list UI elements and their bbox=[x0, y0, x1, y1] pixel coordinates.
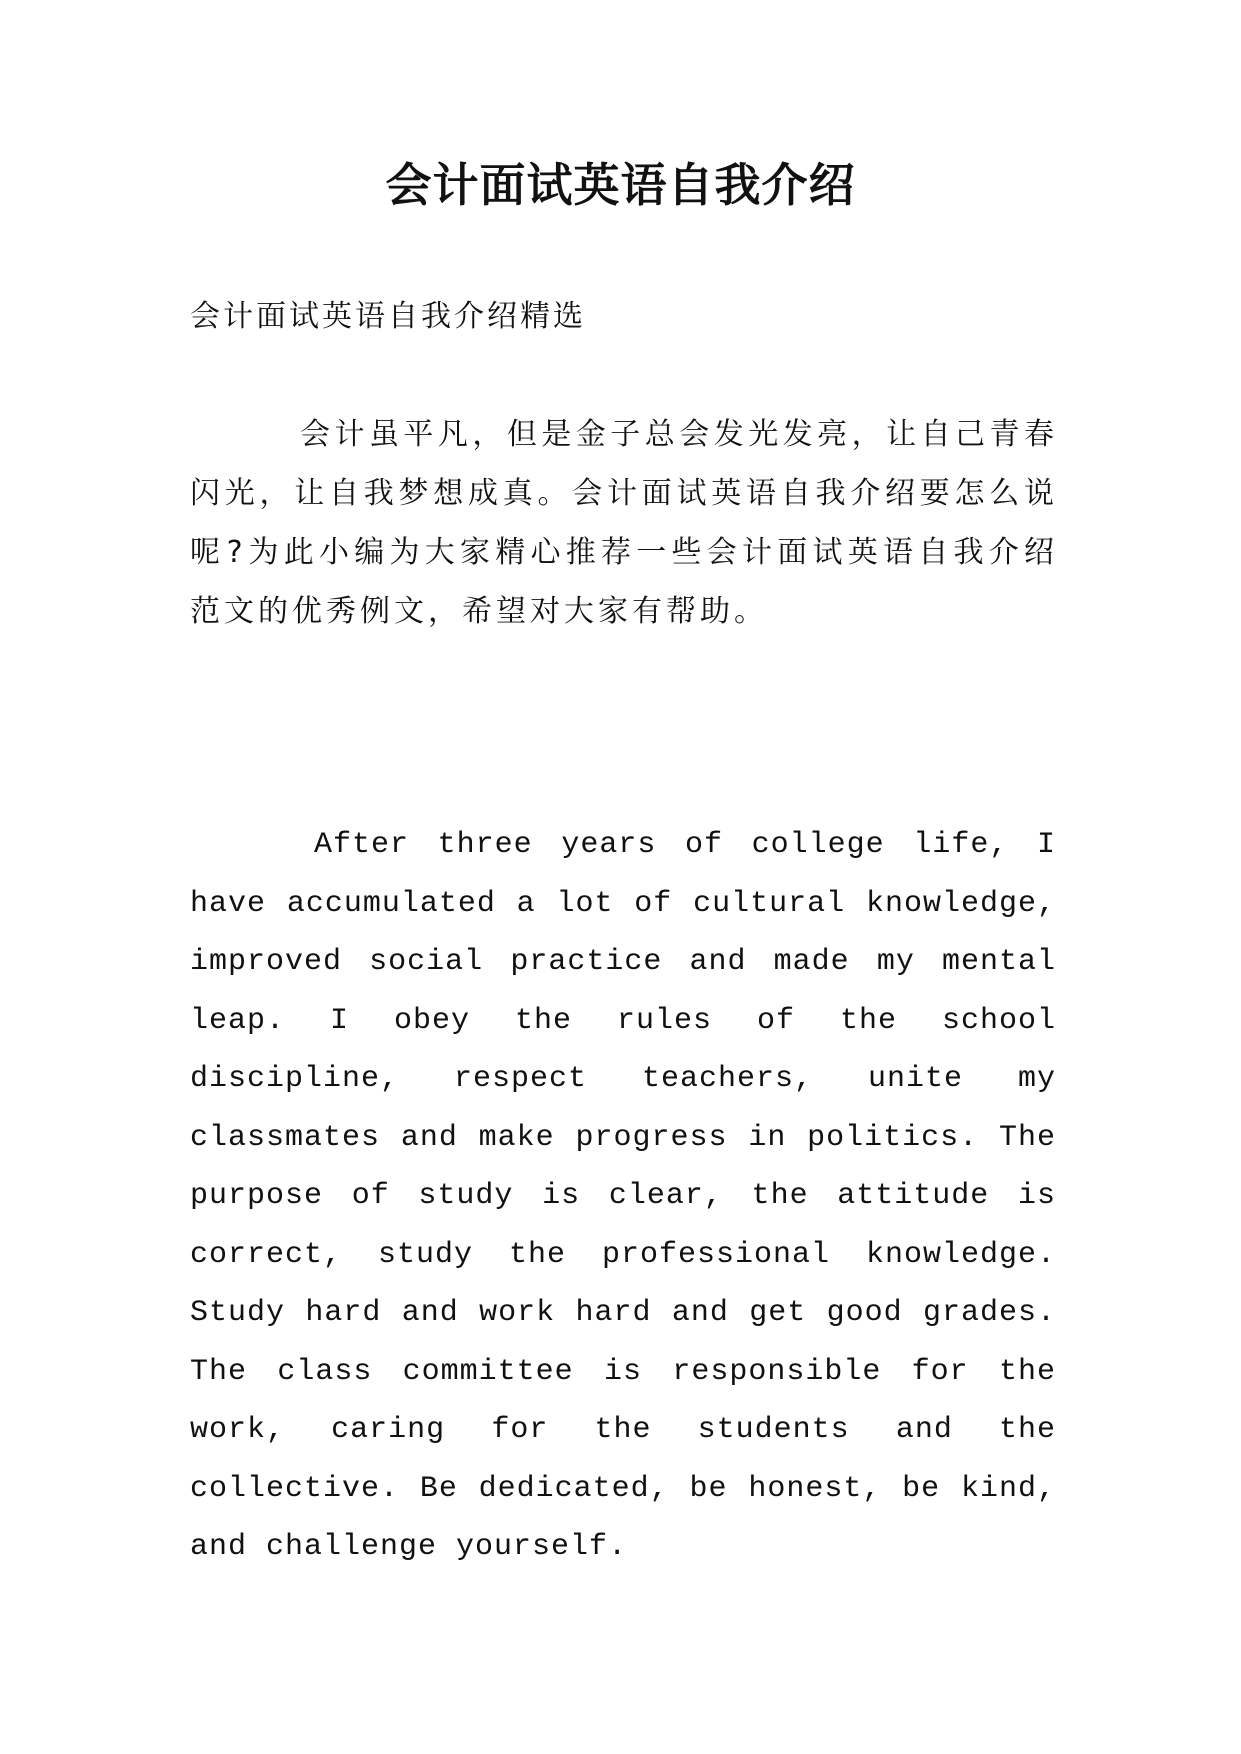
intro-paragraph: 会计虽平凡，但是金子总会发光发亮，让自己青春闪光，让自我梦想成真。会计面试英语自我介绍要怎么说呢?为此小编为大家精心推荐一些会计面试英语自我介绍范文的优秀例文，希望对大家有帮助。 bbox=[190, 417, 1058, 629]
document-title: 会计面试英语自我介绍 bbox=[385, 158, 856, 212]
document-subtitle: 会计面试英语自我介绍精选 bbox=[190, 299, 586, 334]
english-paragraph: After three years of college life, I have accumulated a lot of cultural knowledge, improved social practice and made my mental leap. I obey the rules of the school discipline, respect teachers, unite my classmates and make progress in politics. The purpose of study is clear, the attitude is correct, study the professional knowledge. Study hard and work hard and get good grades. The class committee is responsible for the work, caring for the students and the collective. Be dedicated, be honest, be kind, and challenge yourself. bbox=[190, 828, 1056, 1564]
